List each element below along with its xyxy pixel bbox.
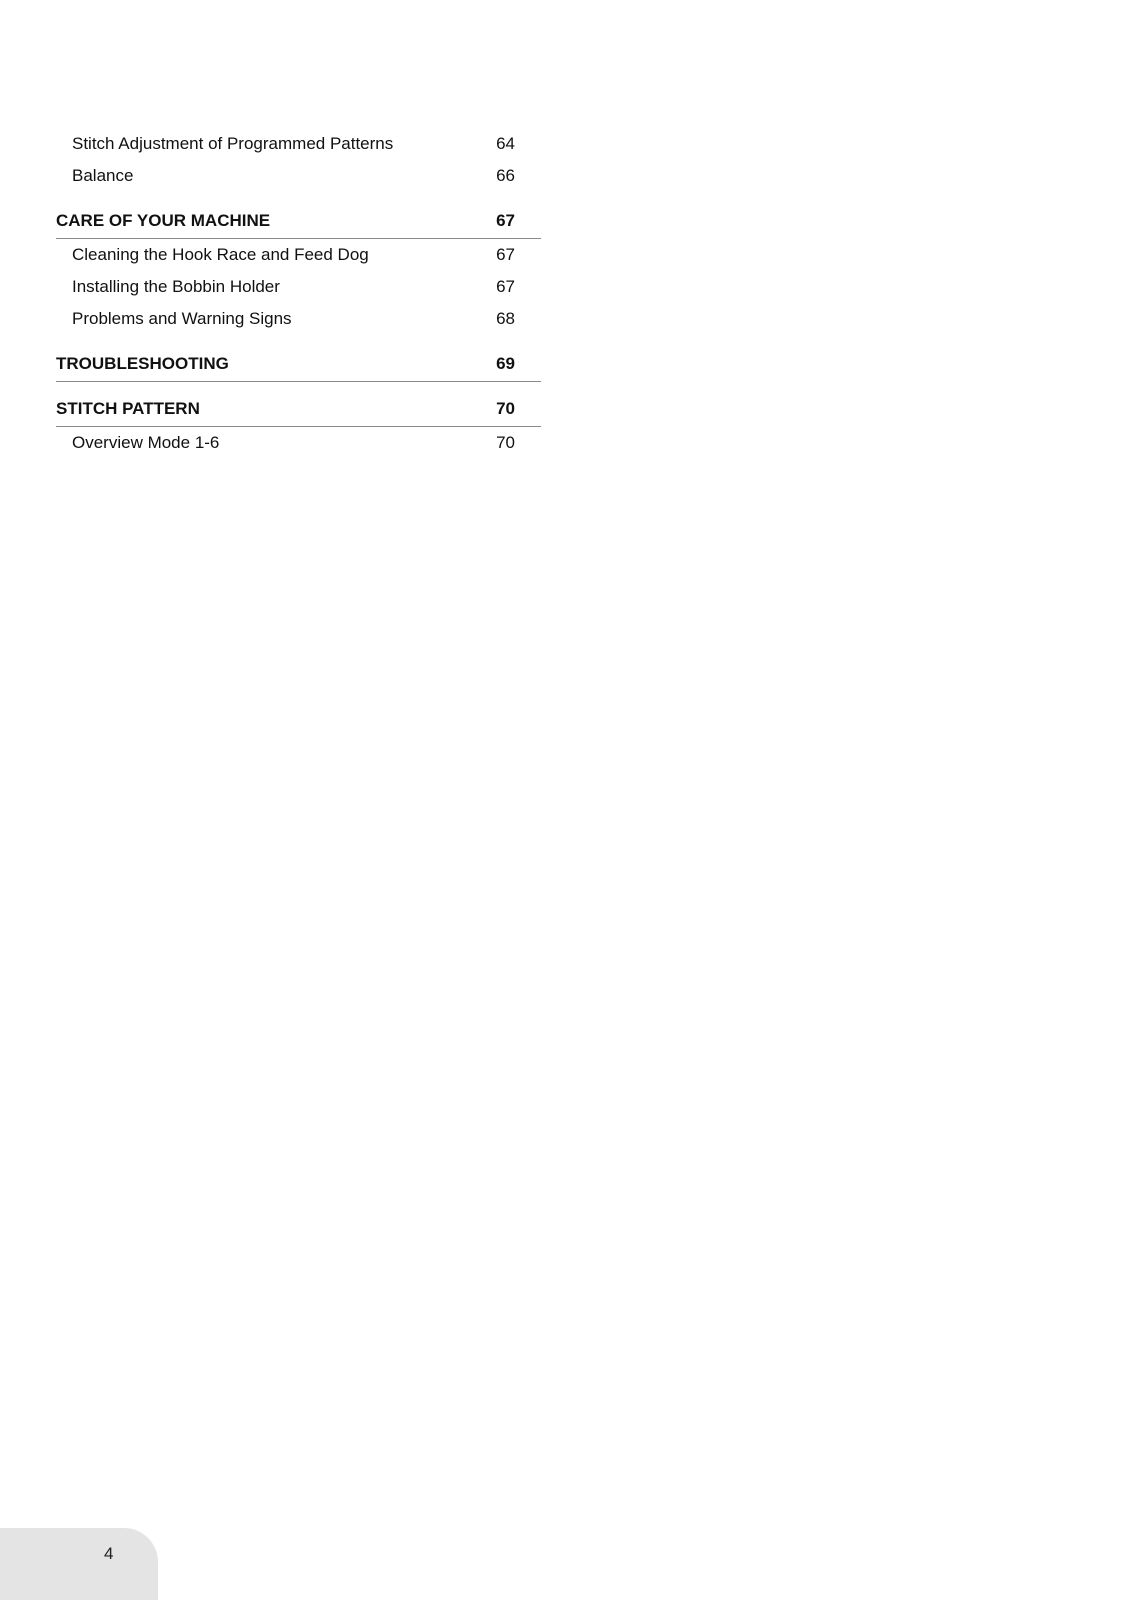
toc-entry-balance[interactable] — [56, 160, 541, 192]
toc-section-title: STITCH PATTERN — [56, 399, 200, 418]
toc-entry-title: Overview Mode 1-6 — [72, 433, 220, 452]
table-of-contents — [56, 128, 541, 459]
toc-section-troubleshooting[interactable] — [56, 347, 541, 382]
toc-section-title: TROUBLESHOOTING — [56, 354, 229, 373]
toc-entry-page: 64 — [496, 134, 515, 153]
toc-section-page: 70 — [496, 399, 515, 418]
toc-section-stitch-pattern[interactable] — [56, 392, 541, 427]
toc-entry-title: Stitch Adjustment of Programmed Patterns — [72, 134, 394, 153]
toc-section-care-of-your-machine[interactable] — [56, 204, 541, 239]
toc-section-page: 67 — [496, 211, 515, 230]
toc-entry-title: Problems and Warning Signs — [72, 309, 292, 328]
toc-entry-overview-mode[interactable] — [56, 427, 541, 459]
toc-entry-title: Balance — [72, 166, 134, 185]
toc-entry-page: 68 — [496, 309, 515, 328]
toc-entry-page: 67 — [496, 277, 515, 296]
page-number-tab — [0, 1528, 158, 1600]
toc-entry-stitch-adjustment[interactable] — [56, 128, 541, 160]
toc-entry-title: Installing the Bobbin Holder — [72, 277, 280, 296]
toc-section-page: 69 — [496, 354, 515, 373]
toc-entry-cleaning-hook-race[interactable] — [56, 239, 541, 271]
toc-entry-title: Cleaning the Hook Race and Feed Dog — [72, 245, 369, 264]
toc-section-title: CARE OF YOUR MACHINE — [56, 211, 271, 230]
toc-entry-page: 66 — [496, 166, 515, 185]
toc-entry-page: 70 — [496, 433, 515, 452]
page-number: 4 — [104, 1544, 114, 1563]
toc-entry-problems-warning-signs[interactable] — [56, 303, 541, 335]
toc-entry-page: 67 — [496, 245, 515, 264]
toc-entry-installing-bobbin-holder[interactable] — [56, 271, 541, 303]
